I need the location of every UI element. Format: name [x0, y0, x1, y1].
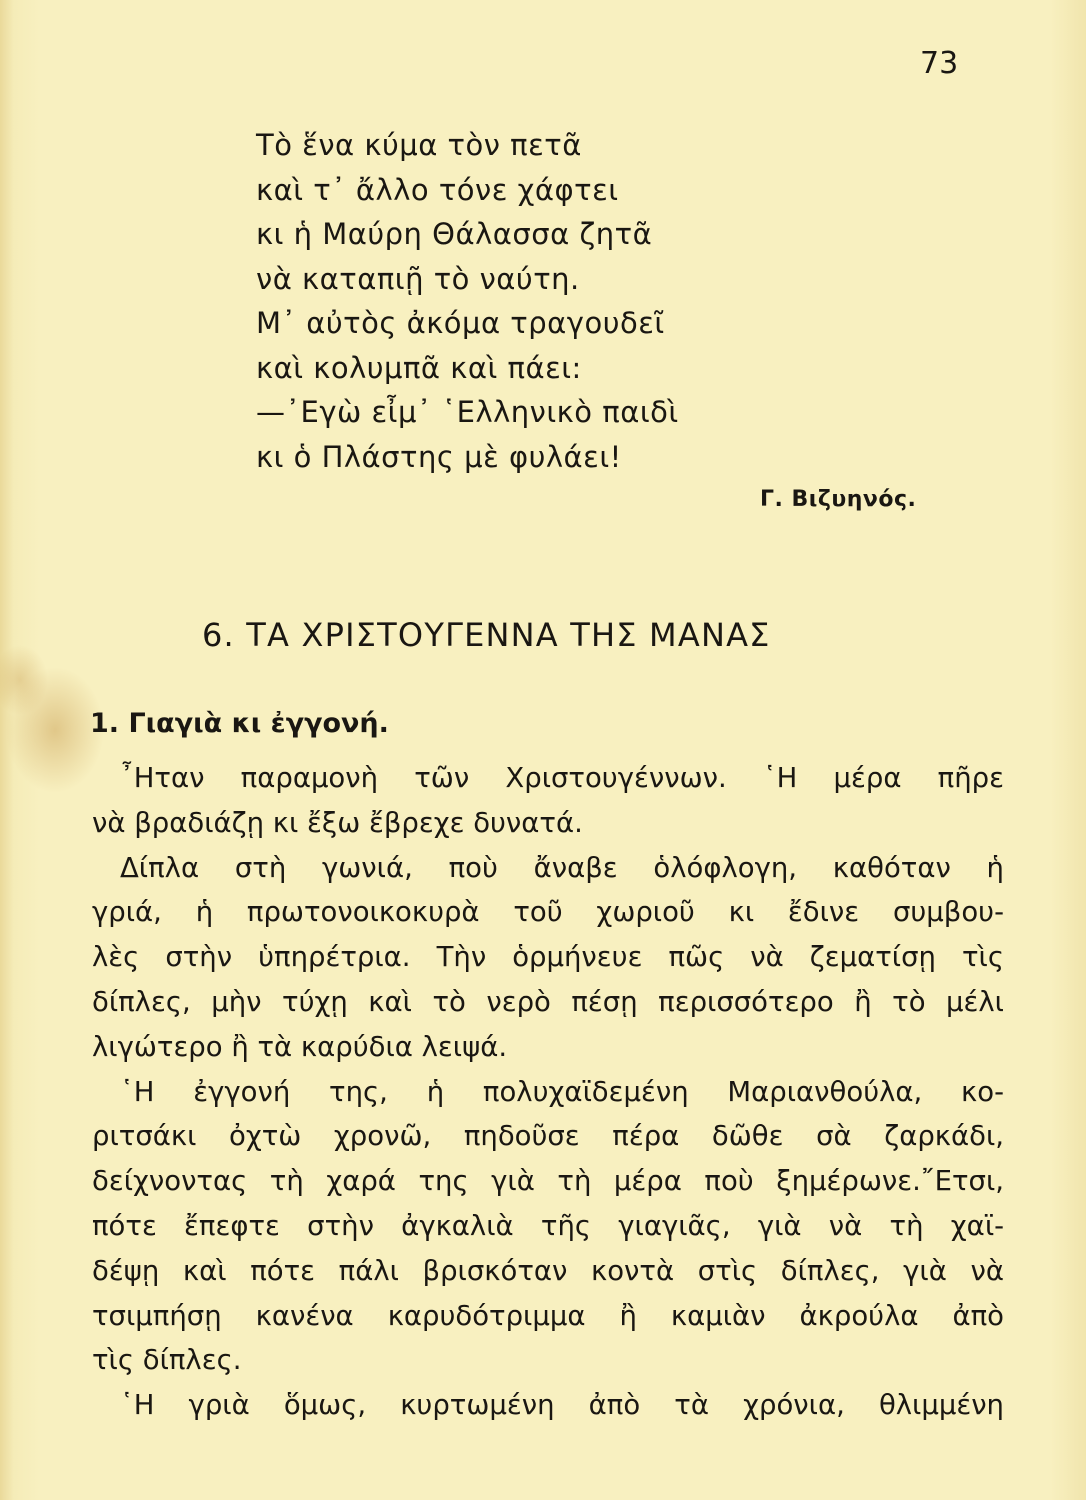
- poem-author: Γ. Βιζυηνός.: [760, 487, 917, 512]
- poem-line: Μ᾿ αὐτὸς ἀκόμα τραγουδεῖ: [256, 306, 665, 340]
- body-text: [92, 756, 1004, 1428]
- paragraph-line: δείχνοντας τὴ χαρά της γιὰ τὴ μέρα ποὺ ξημέρωνε.῎Ετσι,: [92, 1165, 1004, 1198]
- paragraph-line: νὰ βραδιάζῃ κι ἔξω ἔβρεχε δυνατά.: [92, 806, 583, 839]
- paragraph-line: λὲς στὴν ὑπηρέτρια. Τὴν ὁρμήνευε πῶς νὰ ζεματίσῃ τὶς: [92, 941, 1004, 974]
- paragraph-line: τὶς δίπλες.: [92, 1344, 242, 1377]
- chapter-title: 6. ΤΑ ΧΡΙΣΤΟΥΓΕΝΝΑ ΤΗΣ ΜΑΝΑΣ: [202, 616, 771, 654]
- paragraph-line: ῾Η ἐγγονή της, ἡ πολυχαϊδεμένη Μαριανθούλα, κο-: [120, 1075, 1004, 1108]
- paragraph-line: ῾Η γριὰ ὅμως, κυρτωμένη ἀπὸ τὰ χρόνια, θλιμμένη: [120, 1389, 1004, 1422]
- poem-line: καὶ τ᾿ ἄλλο τόνε χάφτει: [256, 172, 619, 207]
- paragraph-line: ριτσάκι ὀχτὼ χρονῶ, πηδοῦσε πέρα δῶθε σὰ ζαρκάδι,: [92, 1120, 1004, 1153]
- paragraph-line: δέψῃ καὶ πότε πάλι βρισκόταν κοντὰ στὶς δίπλες, γιὰ νὰ: [92, 1254, 1004, 1287]
- paragraph-line: τσιμπήσῃ κανένα καρυδότριμμα ἢ καμιὰν ἀκρούλα ἀπὸ: [92, 1299, 1004, 1332]
- paragraph-line: ῏Ηταν παραμονὴ τῶν Χριστουγέννων. ῾Η μέρα πῆρε: [120, 762, 1004, 794]
- section-heading: 1. Γιαγιὰ κι ἐγγονή.: [90, 708, 389, 739]
- paragraph-line: γριά, ἡ πρωτονοικοκυρὰ τοῦ χωριοῦ κι ἔδινε συμβου-: [92, 896, 1004, 929]
- poem-line: κι ὁ Πλάστης μὲ φυλάει!: [256, 439, 622, 474]
- poem-line: νὰ καταπιῇ τὸ ναύτη.: [256, 261, 580, 296]
- poem-line: καὶ κολυμπᾶ καὶ πάει:: [256, 350, 582, 385]
- paragraph-line: Δίπλα στὴ γωνιά, ποὺ ἄναβε ὁλόφλογη, καθόταν ἡ: [120, 851, 1004, 884]
- page-number: 73: [920, 46, 959, 81]
- paragraph-line: πότε ἔπεφτε στὴν ἀγκαλιὰ τῆς γιαγιᾶς, γιὰ νὰ τὴ χαϊ-: [92, 1209, 1004, 1242]
- poem-line: κι ἡ Μαύρη Θάλασσα ζητᾶ: [256, 217, 653, 251]
- poem: [256, 123, 679, 479]
- paragraph-line: δίπλες, μὴν τύχῃ καὶ τὸ νερὸ πέσῃ περισσότερο ἢ τὸ μέλι: [92, 985, 1004, 1018]
- poem-line: Τὸ ἕνα κύμα τὸν πετᾶ: [256, 128, 582, 162]
- paragraph-line: λιγώτερο ἢ τὰ καρύδια λειψά.: [92, 1030, 508, 1063]
- poem-line: —᾿Εγὼ εἶμ᾿ ῾Ελληνικὸ παιδὶ: [256, 395, 679, 429]
